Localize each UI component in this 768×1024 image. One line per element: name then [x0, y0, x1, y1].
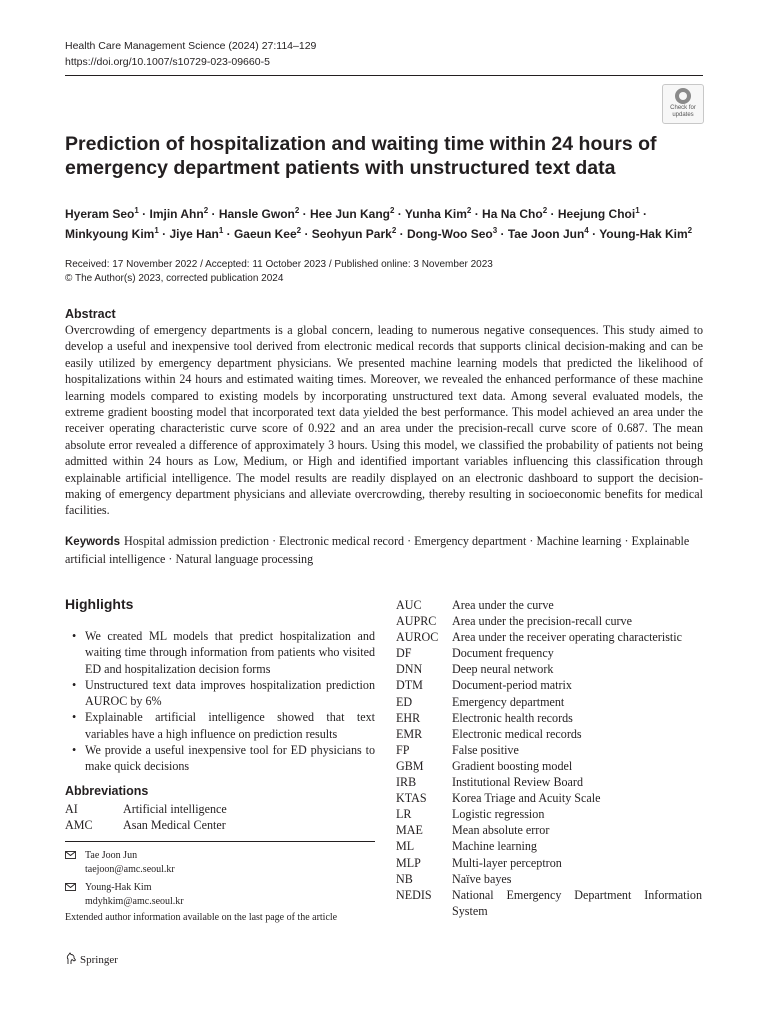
envelope-icon [65, 881, 85, 895]
author [310, 207, 394, 221]
abbreviation-row [65, 817, 227, 833]
abstract-heading: Abstract [65, 307, 116, 321]
abbreviations-heading: Abbreviations [65, 784, 149, 798]
abbreviation-row [65, 801, 227, 817]
author-name: Young-Hak Kim [599, 226, 688, 241]
check-for-updates-badge[interactable] [662, 84, 704, 124]
badge-line-1: Check for [670, 105, 696, 111]
correspondence-divider [65, 841, 375, 842]
abstract-body: Overcrowding of emergency departments is a global concern, leading to numerous negative consequences. This study aimed to develop a useful and inexpensive tool derived from electronic medical records that supports clinical decision-making and can be easily utilized by emergency department physicians. We presented machine learning models that predicted the likelihood of hospitalizations within 24 hours and estimated waiting times. Moreover, we revealed the enhanced performance of these machine learning models compared to existing models by incorporating unstructured text data. Among several evaluated models, the extreme gradient boosting model that incorporated text data yielded the best performance. This model achieved an area under the receiver operating characteristic curve score of 0.922 and an area under the precision-recall curve score of 0.687. The mean absolute error revealed a difference of approximately 3 hours. Using this model, we classified the probability of patients not being admitted within 24 hours as Low, Medium, or High and identified important variables influencing this classification through explainable artificial intelligence. The model results are readily displayed on an electronic dashboard to support the decision-making of emergency department physicians and alleviate overcrowding, thereby resulting in socioeconomic benefits for medical facilities. [65, 323, 703, 518]
abbreviation: AUROC [396, 630, 439, 645]
author-affiliation: 2 [296, 225, 302, 235]
abbreviation-definition: Mean absolute error [452, 823, 550, 838]
author [219, 207, 299, 221]
publication-dates [65, 258, 493, 286]
abbreviation-row [396, 790, 702, 806]
author [558, 207, 640, 221]
paper-title: Prediction of hospitalization and waiting time within 24 hours of emergency department patients with unstructured text data [65, 133, 657, 179]
author-name: Hansle Gwon [218, 207, 295, 221]
corr-name: Young-Hak Kim [85, 882, 152, 893]
abbreviation-row [396, 677, 702, 693]
abbreviation-definition: Electronic health records [452, 710, 573, 725]
author-affiliation: 3 [492, 225, 498, 235]
abbreviation-row [396, 661, 702, 677]
author-affiliation: 1 [154, 225, 159, 235]
extended-info-note: Extended author information available on the last page of the article [65, 912, 338, 923]
author-name: Yunha Kim [404, 207, 467, 221]
author-name: Seohyun Park [311, 226, 392, 241]
abbreviation-row [396, 597, 702, 613]
publisher-name: Springer [80, 954, 118, 966]
abbreviation: MAE [396, 823, 423, 838]
author [234, 227, 301, 241]
abbreviation-definition: Area under the receiver operating characteristic [452, 630, 682, 645]
abbreviation-definition: Logistic regression [452, 807, 545, 822]
author-affiliation: 2 [203, 206, 209, 215]
abbreviation: IRB [396, 775, 417, 790]
abbreviation-definition: Deep neural network [452, 662, 554, 677]
abbreviation: AUPRC [396, 614, 437, 629]
abbreviation: DNN [396, 662, 423, 677]
abbreviation: EMR [396, 726, 423, 741]
abbreviation-row [396, 871, 702, 887]
abbreviation: FP [396, 742, 410, 757]
author-name: Hee Jun Kang [309, 207, 390, 221]
author [65, 227, 159, 241]
doi-link[interactable]: https://doi.org/10.1007/s10729-023-09660-5 [65, 56, 270, 68]
abbreviation-row [396, 726, 702, 742]
author-name: Dong-Woo Seo [406, 226, 493, 241]
abbreviation-definition: National Emergency Department Information System [452, 887, 702, 918]
abbreviations-table-left [65, 801, 227, 833]
abbreviation: AI [65, 802, 78, 816]
abbreviation: DF [396, 646, 412, 661]
author [482, 207, 547, 221]
keywords-label: Keywords [65, 536, 120, 548]
keywords [65, 533, 705, 567]
publisher-logo [65, 952, 118, 966]
abbreviation-row [396, 855, 702, 871]
abbreviation-definition: Machine learning [452, 839, 537, 854]
author [405, 207, 471, 221]
abbreviation: KTAS [396, 791, 427, 806]
abbreviation: NB [396, 871, 413, 886]
highlight-item: • We created ML models that predict hospitalization and waiting time through information from patients who visited ED and hospitalization decision forms [65, 628, 375, 677]
corr-email[interactable]: mdyhkim@amc.seoul.kr [85, 895, 184, 907]
abbreviation-definition: Artificial intelligence [123, 802, 227, 816]
abbreviation: GBM [396, 758, 424, 773]
header-divider [65, 75, 703, 76]
abbreviation-row [396, 838, 702, 854]
abbreviation-row [396, 710, 702, 726]
copyright-line: © The Author(s) 2023, corrected publication 2024 [65, 273, 284, 284]
dates-line: Received: 17 November 2022 / Accepted: 11 October 2023 / Published online: 3 November 2023 [65, 259, 493, 270]
author [508, 227, 589, 241]
abbreviation-definition: Document-period matrix [452, 678, 572, 693]
abbreviation-row [396, 629, 702, 645]
abbreviation-row [396, 758, 702, 774]
abbreviation: ML [396, 839, 415, 854]
abbreviation-row [396, 806, 702, 822]
corr-email[interactable]: taejoon@amc.seoul.kr [85, 863, 175, 875]
abbreviation-definition: Gradient boosting model [452, 758, 573, 773]
abbreviation-definition: Multi-layer perceptron [452, 855, 562, 870]
author [169, 227, 223, 241]
abbreviation: AMC [65, 818, 93, 833]
abbreviation-row [396, 645, 702, 661]
abbreviation: EHR [396, 710, 421, 725]
author-affiliation: 1 [218, 225, 224, 235]
abbreviation-definition: Document frequency [452, 646, 554, 661]
badge-line-2: updates [672, 111, 694, 118]
author [599, 227, 692, 241]
author-affiliation: 2 [687, 225, 693, 235]
envelope-icon [65, 849, 85, 863]
highlights-list [65, 628, 375, 775]
author [65, 207, 139, 221]
abbreviation: ED [396, 694, 413, 709]
abbreviation-row [396, 822, 702, 838]
author-affiliation: 1 [134, 206, 139, 215]
check-updates-icon [675, 88, 691, 104]
corresponding-author [65, 849, 175, 876]
author-name: Jiye Han [169, 226, 219, 241]
author-affiliation: 2 [391, 225, 397, 235]
corr-name: Tae Joon Jun [85, 850, 138, 861]
author-name: Gaeun Kee [233, 226, 297, 241]
abbreviation: MLP [396, 855, 421, 870]
author-list: Hyeram Seo$^1$ · Imjin Ahn$^2$ · Hansle Gwon$^2$ · Hee Jun Kang$^2$ · Yunha Kim$^2$ · Ha Na Cho$^2$ · Heejung Choi$^1$ · Minkyoung Kim$^1$ · Jiye Han$^1$ · Gaeun Kee$^2$ · Seohyun Park$^2$ · Dong-Woo Seo$^3$ · Tae Joon Jun$^4$ · Young-Hak Kim$^2$ [65, 206, 693, 241]
author-affiliation: 2 [294, 206, 300, 215]
author-name: Heejung Choi [557, 207, 636, 221]
abbreviation-row [396, 613, 702, 629]
springer-horse-icon [65, 954, 80, 966]
abbreviation-definition: False positive [452, 742, 519, 757]
author-name: Ha Na Cho [482, 207, 543, 221]
abbreviation-definition: Emergency department [452, 694, 565, 709]
abbreviation-definition: Electronic medical records [452, 726, 582, 741]
author-name: Tae Joon Jun [507, 226, 585, 241]
abbreviation-definition: Institutional Review Board [452, 775, 583, 790]
author-affiliation: 2 [542, 206, 548, 215]
author-affiliation: 2 [390, 206, 395, 215]
abbreviation: DTM [396, 678, 423, 693]
highlight-item: • We provide a useful inexpensive tool for ED physicians to make quick decisions [65, 742, 375, 775]
author-name: Imjin Ahn [149, 207, 204, 221]
author-name: Minkyoung Kim [65, 226, 155, 241]
abbreviation: AUC [396, 598, 422, 612]
highlight-item: • Unstructured text data improves hospitalization prediction AUROC by 6% [65, 677, 375, 710]
author-affiliation: 1 [635, 206, 640, 215]
abbreviation: NEDIS [396, 887, 432, 902]
abbreviation-definition: Asan Medical Center [123, 818, 226, 833]
abbreviations-table-right [396, 597, 702, 919]
highlights-heading: Highlights [65, 596, 134, 612]
author-affiliation: 4 [584, 225, 589, 235]
author-name: Hyeram Seo [65, 207, 135, 221]
author [150, 207, 209, 221]
abbreviation-row [396, 774, 702, 790]
abbreviation-definition: Korea Triage and Acuity Scale [452, 791, 601, 806]
highlight-item: • Explainable artificial intelligence showed that text variables have a high influence on prediction results [65, 709, 375, 742]
keywords-text: Hospital admission prediction · Electronic medical record · Emergency department · Machine learning · Explainable artificial intelligence · Natural language processing [65, 534, 690, 566]
abbreviation-definition: Area under the curve [452, 598, 554, 612]
author [312, 227, 396, 241]
abbreviation-row [396, 694, 702, 710]
journal-citation: Health Care Management Science (2024) 27:114–129 [65, 40, 317, 52]
corresponding-author [65, 881, 184, 908]
abbreviation-row [396, 887, 702, 919]
abbreviation-definition: Naïve bayes [452, 871, 512, 886]
abbreviation-definition: Area under the precision-recall curve [452, 614, 632, 629]
author [407, 227, 497, 241]
abbreviation: LR [396, 807, 412, 822]
abbreviation-row [396, 742, 702, 758]
author-affiliation: 2 [466, 206, 472, 215]
